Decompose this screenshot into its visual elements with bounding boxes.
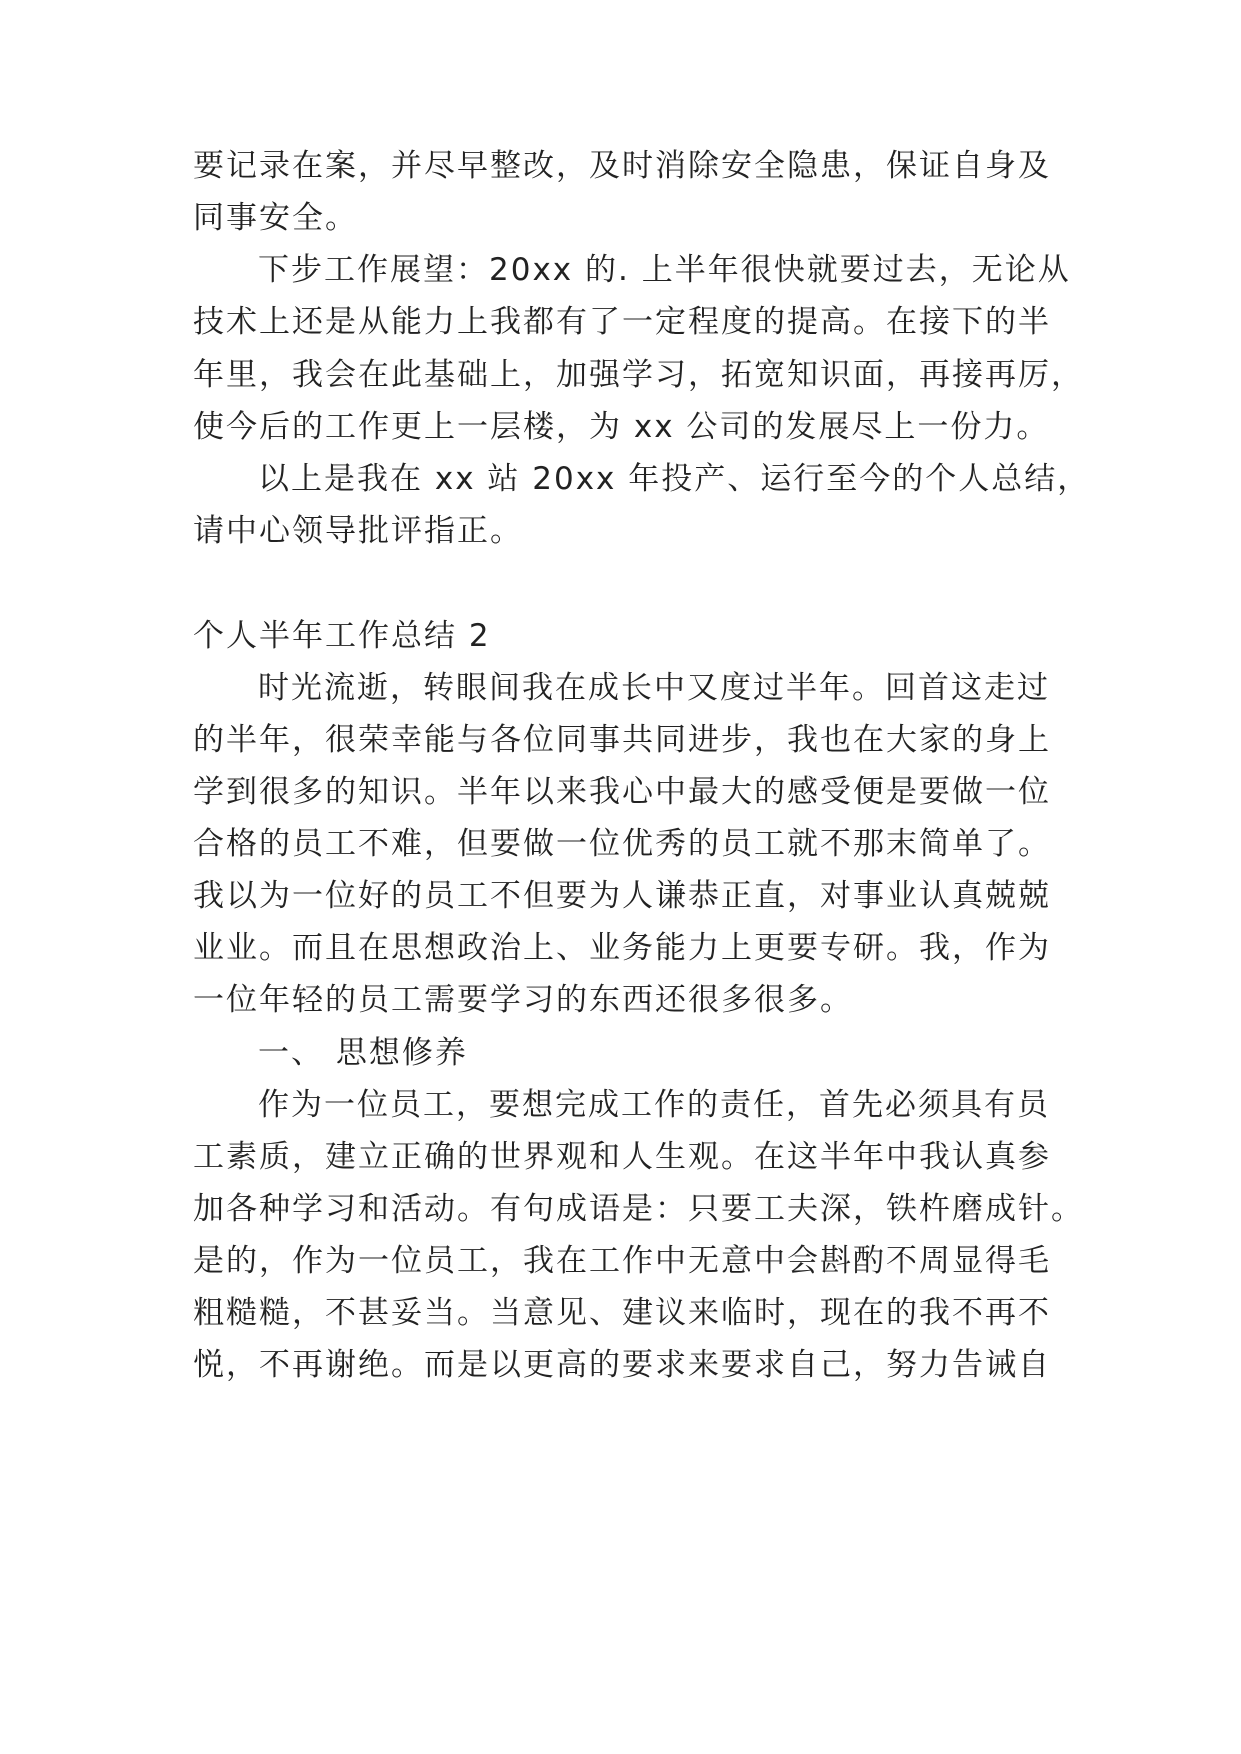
text-line: 年里，我会在此基础上，加强学习，拓宽知识面，再接再厉， [193,357,1084,393]
text-line: 我以为一位好的员工不但要为人谦恭正直，对事业认真兢兢 [193,878,1051,914]
text-line: 是的，作为一位员工，我在工作中无意中会斟酌不周显得毛 [193,1243,1051,1279]
subsection-heading: 一、 思想修养 [258,1035,468,1071]
text-line: 使今后的工作更上一层楼，为 xx 公司的发展尽上一份力。 [193,409,1050,445]
text-line: 合格的员工不难，但要做一位优秀的员工就不那末简单了。 [193,826,1051,862]
section-title: 个人半年工作总结 2 [193,618,491,654]
text-line: 同事安全。 [193,200,358,236]
text-line: 业业。而且在思想政治上、业务能力上更要专研。我，作为 [193,930,1051,966]
paragraph-line: 以上是我在 xx 站 20xx 年投产、运行至今的个人总结， [258,461,1091,497]
text-line: 悦，不再谢绝。而是以更高的要求来要求自己，努力告诫自 [193,1347,1051,1383]
text-line: 工素质，建立正确的世界观和人生观。在这半年中我认真参 [193,1139,1051,1175]
text-line: 学到很多的知识。半年以来我心中最大的感受便是要做一位 [193,774,1051,810]
text-line: 请中心领导批评指正。 [193,513,523,549]
text-line: 一位年轻的员工需要学习的东西还很多很多。 [193,982,853,1018]
text-line: 加各种学习和活动。有句成语是：只要工夫深，铁杵磨成针。 [193,1191,1084,1227]
paragraph-line: 作为一位员工，要想完成工作的责任，首先必须具有员 [258,1087,1050,1123]
text-line: 技术上还是从能力上我都有了一定程度的提高。在接下的半 [193,304,1051,340]
paragraph-line: 时光流逝，转眼间我在成长中又度过半年。回首这走过 [258,670,1050,706]
text-line: 的半年，很荣幸能与各位同事共同进步，我也在大家的身上 [193,722,1051,758]
text-line: 要记录在案，并尽早整改，及时消除安全隐患，保证自身及 [193,148,1051,184]
paragraph-line: 下步工作展望：20xx 的. 上半年很快就要过去，无论从 [258,252,1071,288]
text-line: 粗糙糙，不甚妥当。当意见、建议来临时，现在的我不再不 [193,1295,1051,1331]
